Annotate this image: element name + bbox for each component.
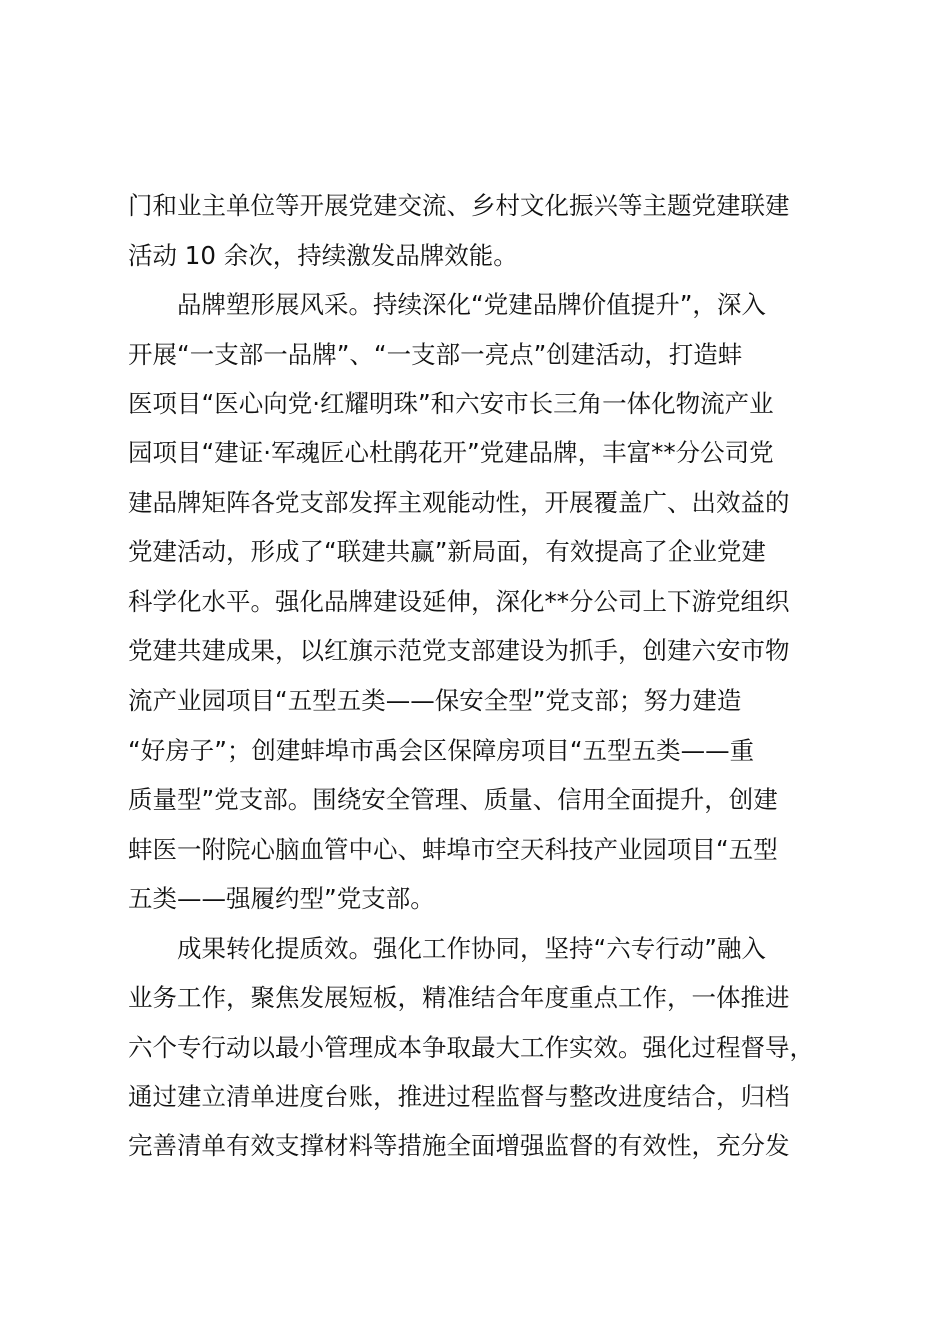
text-line: 园项目“建证·军魂匠心杜鹃花开”党建品牌，丰富**分公司党 bbox=[128, 438, 774, 467]
text-line: 医项目“医心向党·红耀明珠”和六安市长三角一体化物流产业 bbox=[128, 389, 774, 418]
text-line: 科学化水平。强化品牌建设延伸，深化**分公司上下游党组织 bbox=[128, 587, 790, 616]
text-line: 通过建立清单进度台账，推进过程监督与整改进度结合，归档 bbox=[128, 1082, 790, 1111]
text-line: 党建活动，形成了“联建共赢”新局面，有效提高了企业党建 bbox=[128, 537, 766, 566]
text-line: 流产业园项目“五型五类——保安全型”党支部；努力建造 bbox=[128, 686, 742, 715]
text-line: 建品牌矩阵各党支部发挥主观能动性，开展覆盖广、出效益的 bbox=[128, 488, 790, 517]
text-line: 六个专行动以最小管理成本争取最大工作实效。强化过程督导， bbox=[128, 1033, 814, 1062]
text-line: 完善清单有效支撑材料等措施全面增强监督的有效性，充分发 bbox=[128, 1131, 790, 1160]
paragraph-first-line: 品牌塑形展风采。持续深化“党建品牌价值提升”，深入 bbox=[177, 290, 766, 319]
text-line: “好房子”；创建蚌埠市禹会区保障房项目“五型五类——重 bbox=[128, 736, 755, 765]
text-line: 质量型”党支部。围绕安全管理、质量、信用全面提升，创建 bbox=[128, 785, 778, 814]
paragraph-first-line: 成果转化提质效。强化工作协同，坚持“六专行动”融入 bbox=[177, 934, 766, 963]
text-line: 活动 10 余次，持续激发品牌效能。 bbox=[128, 241, 518, 270]
text-line: 开展“一支部一品牌”、“一支部一亮点”创建活动，打造蚌 bbox=[128, 340, 743, 369]
text-line: 门和业主单位等开展党建交流、乡村文化振兴等主题党建联建 bbox=[128, 191, 790, 220]
text-line: 党建共建成果，以红旗示范党支部建设为抓手，创建六安市物 bbox=[128, 636, 790, 665]
text-line: 五类——强履约型”党支部。 bbox=[128, 884, 435, 913]
text-line: 蚌医一附院心脑血管中心、蚌埠市空天科技产业园项目“五型 bbox=[128, 835, 778, 864]
text-line: 业务工作，聚焦发展短板，精准结合年度重点工作，一体推进 bbox=[128, 983, 790, 1012]
